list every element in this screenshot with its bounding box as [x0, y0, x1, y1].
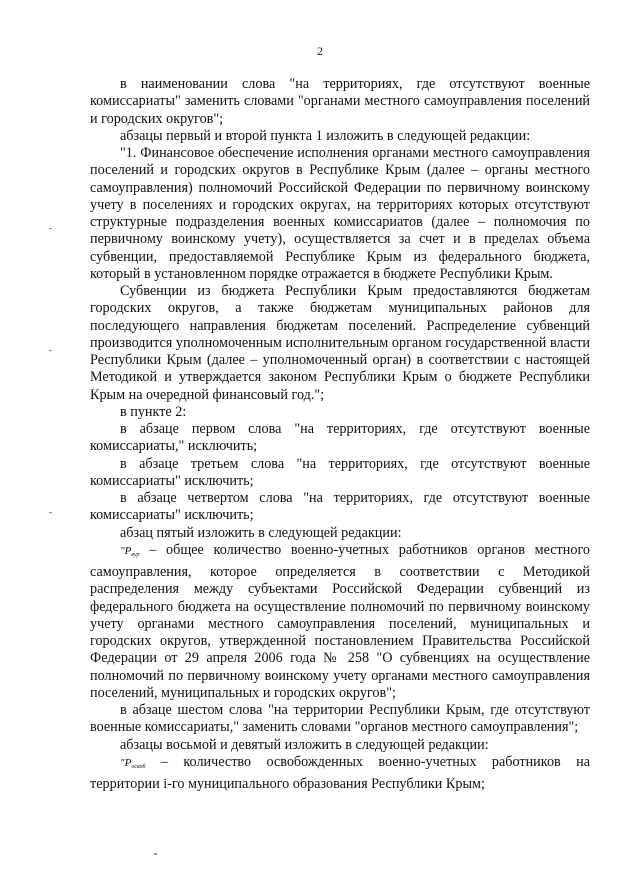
- formula-variable: "$P_{освоб}$: [120, 756, 146, 770]
- paragraph: абзацы восьмой и девятый изложить в следующей редакции:: [120, 736, 489, 753]
- formula-paragraph: [90, 754, 590, 794]
- paragraph: в абзаце четвертом слова "на территориях, где отсутствуют военные комиссариаты" исключить;: [90, 490, 590, 524]
- paragraph: в абзаце первом слова "на территориях, где отсутствуют военные комиссариаты," исключить;: [90, 421, 590, 455]
- paragraph-text: – количество освобожденных военно-учетных работников на территории i-го муниципального образования Республики Крым;: [90, 753, 590, 792]
- paragraph: абзац пятый изложить в следующей редакции:: [120, 524, 402, 541]
- paragraph: Субвенции из бюджета Республики Крым предоставляются бюджетам городских округов, а также бюджетам муниципальных районов для последующего направления бюджетам поселений. Распределение субвенций производится уполномоченным исполнительным органом государственной власти Республики Крым (далее – уполномоченный орган) в соответствии с настоящей Методикой и утверждается законом Республики Крым о бюджете Республики Крым на очередной финансовый год.";: [90, 283, 590, 403]
- page-number: 2: [317, 44, 323, 58]
- paragraph: абзацы первый и второй пункта 1 изложить в следующей редакции:: [120, 127, 531, 144]
- paragraph: в наименовании слова "на территориях, где отсутствуют военные комиссариаты" заменить словами "органами местного самоуправления поселений и городских округов";: [90, 76, 590, 127]
- margin-mark: [49, 350, 52, 351]
- paragraph: в абзаце третьем слова "на территориях, где отсутствуют военные комиссариаты" исключить;: [90, 455, 590, 489]
- margin-mark: [49, 512, 52, 513]
- scan-mark: [154, 853, 157, 855]
- margin-mark: [49, 228, 52, 229]
- formula-paragraph: [90, 542, 590, 702]
- formula-variable: "$P_{вур}$: [120, 544, 140, 558]
- paragraph-text: – общее количество военно-учетных работников органов местного самоуправления, которое определяется в соответствии с Методикой распределения между субъектами Российской Федерации субвенций из федерального бюджета на осуществление полномочий по первичному воинскому учету органами местного самоуправления поселений, муниципальных и городских округов, утвержденной постановлением Правительства Российской Федерации от 29 апреля 2006 года № 258 "О субвенциях на осуществление полномочий по первичному воинскому учету органами местного самоуправления поселений, муниципальных и городских округов";: [90, 541, 591, 701]
- paragraph: в пункте 2:: [120, 403, 187, 420]
- paragraph: в абзаце шестом слова "на территории Республики Крым, где отсутствуют военные комиссариаты," заменить словами "органов местного самоуправления";: [90, 702, 590, 736]
- paragraph: "1. Финансовое обеспечение исполнения органами местного самоуправления поселений и городских округов в Республике Крым (далее – органы местного самоуправления) полномочий Российской Федерации по первичному воинскому учету в поселениях и городских округах, на территориях которых отсутствуют структурные подразделения военных комиссариатов (далее – полномочия по первичному воинскому учету), осуществляется за счет и в пределах объема субвенции, предоставляемой Республике Крым из федерального бюджета, который в установленном порядке отражается в бюджете Республики Крым.: [90, 145, 590, 282]
- document-body: [90, 76, 590, 793]
